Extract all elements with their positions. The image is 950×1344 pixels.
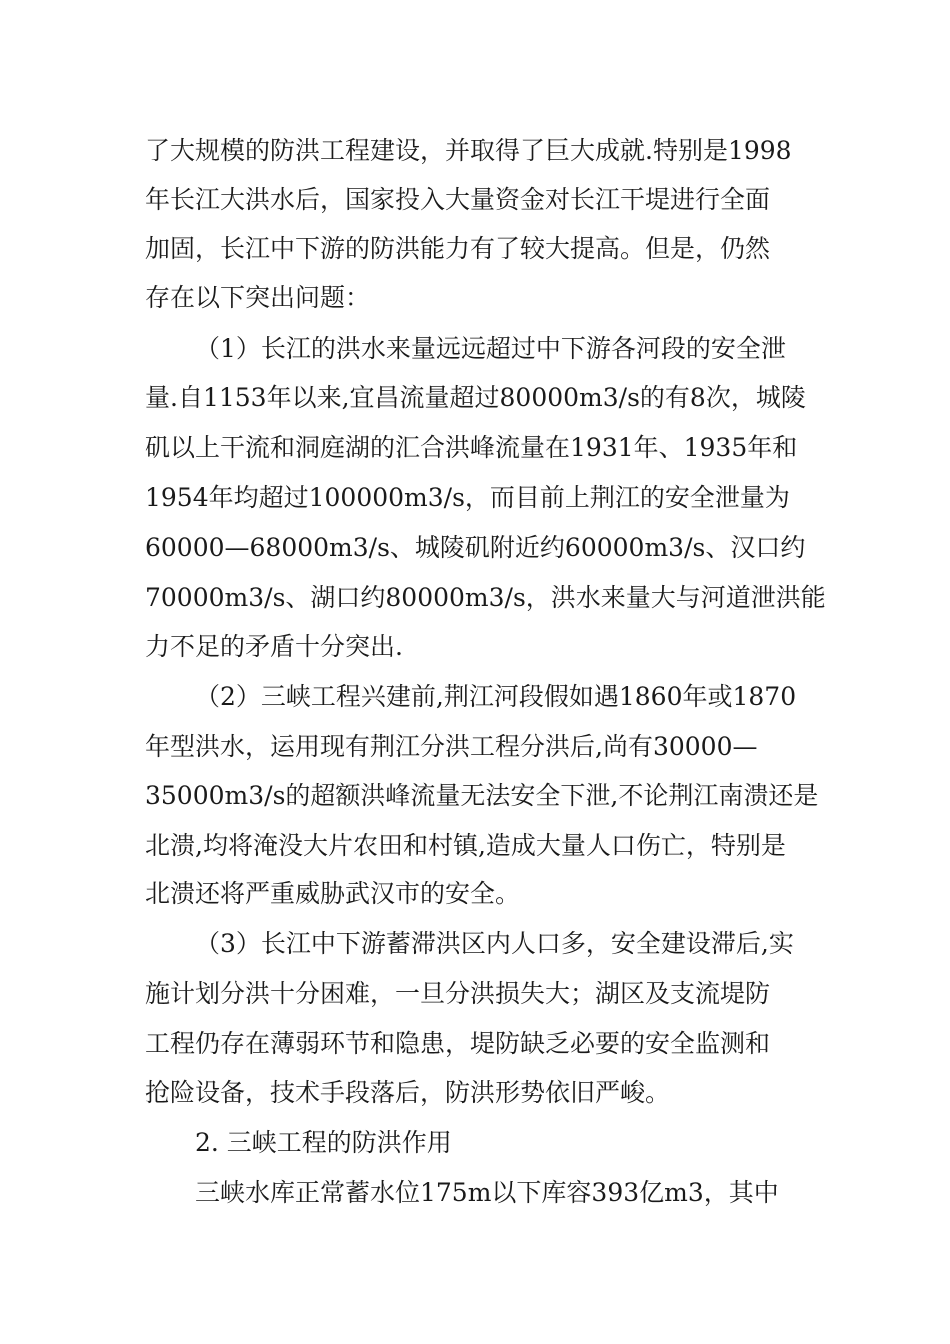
text-line: 35000m3/s的超额洪峰流量无法安全下泄,不论荆江南溃还是 [145,781,819,810]
text-line: 70000m3/s、湖口约80000m3/s，洪水来量大与河道泄洪能 [145,583,826,612]
section-heading: 2. 三峡工程的防洪作用 [195,1128,452,1157]
text-line: 北溃,均将淹没大片农田和村镇,造成大量人口伤亡，特别是 [145,831,786,860]
text-line: 60000—68000m3/s、城陵矶附近约60000m3/s、汉口约 [145,533,806,562]
paragraph-first-line: （1）长江的洪水来量远远超过中下游各河段的安全泄 [195,334,786,363]
text-line: 施计划分洪十分困难，一旦分洪损失大；湖区及支流堤防 [145,979,771,1008]
text-line: 加固，长江中下游的防洪能力有了较大提高。但是，仍然 [145,234,771,263]
paragraph-first-line: （3）长江中下游蓄滞洪区内人口多，安全建设滞后,实 [195,929,794,958]
text-line: 矶以上干流和洞庭湖的汇合洪峰流量在1931年、1935年和 [145,433,798,462]
text-line: 抢险设备，技术手段落后，防洪形势依旧严峻。 [145,1078,671,1107]
paragraph-first-line: 三峡水库正常蓄水位175m以下库容393亿m3，其中 [195,1178,779,1207]
text-line: 年长江大洪水后，国家投入大量资金对长江干堤进行全面 [145,185,771,214]
text-line: 力不足的矛盾十分突出. [145,632,403,661]
text-line: 工程仍存在薄弱环节和隐患，堤防缺乏必要的安全监测和 [145,1029,771,1058]
text-line: 年型洪水，运用现有荆江分洪工程分洪后,尚有30000— [145,732,758,761]
text-line: 北溃还将严重威胁武汉市的安全。 [145,879,521,908]
text-line: 1954年均超过100000m3/s，而目前上荆江的安全泄量为 [145,483,790,512]
text-line: 量.自1153年以来,宜昌流量超过80000m3/s的有8次，城陵 [145,383,806,412]
text-line: 了大规模的防洪工程建设，并取得了巨大成就.特别是1998 [145,136,792,165]
text-line: 存在以下突出问题： [145,283,371,312]
paragraph-first-line: （2）三峡工程兴建前,荆江河段假如遇1860年或1870 [195,682,797,711]
